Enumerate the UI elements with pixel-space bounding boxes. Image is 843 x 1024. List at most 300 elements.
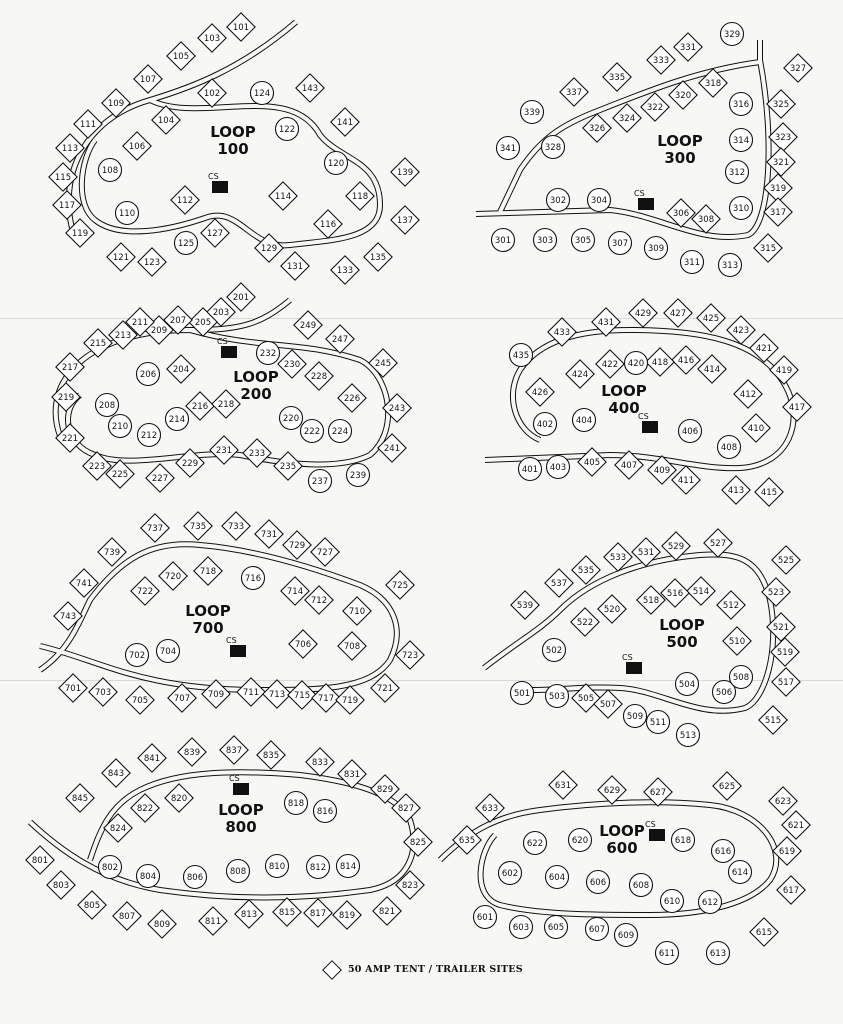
campsite-617[interactable]	[777, 876, 805, 904]
campsite-537[interactable]	[545, 569, 573, 597]
campsite-116[interactable]	[314, 210, 342, 238]
campsite-108[interactable]	[99, 159, 122, 182]
campsite-427[interactable]	[664, 299, 692, 327]
campsite-839[interactable]	[178, 738, 206, 766]
site-number: 329	[723, 30, 741, 40]
campsite-210[interactable]	[109, 415, 132, 438]
campsite-317[interactable]	[764, 198, 792, 226]
campsite-420[interactable]	[625, 352, 648, 375]
campsite-421[interactable]	[750, 334, 778, 362]
site-number: 431	[597, 318, 615, 328]
site-number: 718	[199, 567, 217, 577]
campsite-137[interactable]	[391, 206, 419, 234]
site-number: 810	[268, 862, 286, 872]
campsite-217[interactable]	[56, 353, 84, 381]
site-number: 514	[692, 587, 710, 597]
campsite-616[interactable]	[712, 840, 735, 863]
campsite-424[interactable]	[566, 360, 594, 388]
site-number: 105	[172, 52, 190, 62]
campsite-703[interactable]	[89, 678, 117, 706]
campsite-301[interactable]	[492, 229, 515, 252]
campsite-733[interactable]	[222, 512, 250, 540]
campsite-327[interactable]	[784, 54, 812, 82]
site-number: 519	[776, 648, 794, 658]
campsite-802[interactable]	[99, 856, 122, 879]
campsite-123[interactable]	[138, 248, 166, 276]
site-number: 228	[310, 372, 328, 382]
campsite-227[interactable]	[146, 464, 174, 492]
site-number: 131	[286, 262, 304, 272]
campsite-101[interactable]	[227, 13, 255, 41]
site-number: 410	[747, 424, 765, 434]
camp-store-icon	[233, 783, 249, 795]
campsite-220[interactable]	[280, 407, 303, 430]
campsite-821[interactable]	[373, 897, 401, 925]
campsite-517[interactable]	[772, 668, 800, 696]
site-number: 139	[396, 168, 414, 178]
campsite-502[interactable]	[543, 639, 566, 662]
campsite-813[interactable]	[235, 900, 263, 928]
campsite-312[interactable]	[726, 161, 749, 184]
campsite-801[interactable]	[26, 846, 54, 874]
campsite-135[interactable]	[364, 243, 392, 271]
site-number: 713	[268, 690, 286, 700]
campsite-133[interactable]	[331, 256, 359, 284]
campsite-618[interactable]	[672, 829, 695, 852]
site-number: 622	[526, 839, 544, 849]
site-number: 717	[317, 694, 335, 704]
campsite-845[interactable]	[66, 784, 94, 812]
site-number: 229	[181, 459, 199, 469]
campsite-604[interactable]	[546, 866, 569, 889]
campsite-805[interactable]	[78, 891, 106, 919]
site-number: 733	[227, 522, 245, 532]
map-legend	[322, 960, 523, 978]
campsite-843[interactable]	[102, 759, 130, 787]
site-number: 221	[61, 434, 79, 444]
campsite-718[interactable]	[194, 557, 222, 585]
site-number: 101	[232, 23, 250, 33]
campsite-714[interactable]	[281, 577, 309, 605]
site-number: 319	[769, 184, 787, 194]
site-number: 712	[310, 596, 328, 606]
site-number: 313	[721, 261, 739, 271]
site-number: 824	[109, 824, 127, 834]
campsite-539[interactable]	[511, 591, 539, 619]
campsite-233[interactable]	[243, 439, 271, 467]
campsite-817[interactable]	[304, 899, 332, 927]
campsite-727[interactable]	[311, 538, 339, 566]
loop-700	[54, 512, 424, 714]
campsite-708[interactable]	[338, 632, 366, 660]
campsite-308[interactable]	[692, 205, 720, 233]
campsite-807[interactable]	[113, 902, 141, 930]
campsite-701[interactable]	[59, 674, 87, 702]
campsite-404[interactable]	[573, 409, 596, 432]
campsite-704[interactable]	[157, 640, 180, 663]
campsite-737[interactable]	[141, 514, 169, 542]
campsite-237[interactable]	[309, 470, 332, 493]
campsite-222[interactable]	[301, 420, 324, 443]
site-number: 417	[788, 403, 806, 413]
campsite-712[interactable]	[305, 586, 333, 614]
site-number: 418	[651, 358, 669, 368]
campsite-825[interactable]	[404, 828, 432, 856]
campsite-323[interactable]	[769, 123, 797, 151]
site-number: 109	[107, 99, 125, 109]
site-number: 214	[168, 415, 186, 425]
campsite-422[interactable]	[596, 350, 624, 378]
site-number: 231	[215, 446, 233, 456]
campsite-518[interactable]	[637, 586, 665, 614]
campsite-335[interactable]	[603, 63, 631, 91]
campsite-525[interactable]	[772, 546, 800, 574]
campsite-721[interactable]	[371, 674, 399, 702]
campsite-331[interactable]	[674, 33, 702, 61]
campsite-602[interactable]	[499, 862, 522, 885]
campsite-218[interactable]	[212, 390, 240, 418]
campsite-435[interactable]	[510, 344, 533, 367]
campsite-329[interactable]	[721, 23, 744, 46]
site-number: 301	[494, 236, 512, 246]
site-number: 604	[548, 873, 566, 883]
campsite-816[interactable]	[314, 800, 337, 823]
campsite-809[interactable]	[148, 910, 176, 938]
site-number: 103	[203, 34, 221, 44]
campsite-614[interactable]	[729, 861, 752, 884]
campsite-810[interactable]	[266, 855, 289, 878]
campsite-204[interactable]	[167, 355, 195, 383]
campsite-322[interactable]	[641, 93, 669, 121]
campsite-324[interactable]	[613, 104, 641, 132]
campsite-413[interactable]	[722, 476, 750, 504]
site-number: 707	[173, 694, 191, 704]
campsite-216[interactable]	[186, 392, 214, 420]
campsite-316[interactable]	[730, 93, 753, 116]
site-number: 335	[608, 73, 626, 83]
campsite-804[interactable]	[137, 865, 160, 888]
campsite-609[interactable]	[615, 924, 638, 947]
campsite-419[interactable]	[770, 356, 798, 384]
campsite-315[interactable]	[754, 234, 782, 262]
campsite-507[interactable]	[594, 690, 622, 718]
campsite-103[interactable]	[198, 24, 226, 52]
campsite-307[interactable]	[609, 232, 632, 255]
loop-100	[49, 13, 419, 284]
site-number: 522	[576, 618, 594, 628]
campsite-716[interactable]	[242, 567, 265, 590]
site-number: 435	[512, 351, 530, 361]
campsite-511[interactable]	[647, 711, 670, 734]
campsite-143[interactable]	[296, 74, 324, 102]
campsite-509[interactable]	[624, 705, 647, 728]
site-number: 245	[374, 359, 392, 369]
campsite-305[interactable]	[572, 229, 595, 252]
campsite-739[interactable]	[98, 538, 126, 566]
campsite-806[interactable]	[184, 866, 207, 889]
campsite-510[interactable]	[723, 627, 751, 655]
site-number: 833	[311, 758, 329, 768]
campsite-401[interactable]	[519, 458, 542, 481]
campsite-607[interactable]	[586, 918, 609, 941]
camp-store-icon	[626, 662, 642, 674]
site-number: 727	[316, 548, 334, 558]
camp-store-label: CS	[226, 636, 237, 645]
campsite-408[interactable]	[718, 436, 741, 459]
site-number: 133	[336, 266, 354, 276]
campsite-226[interactable]	[338, 384, 366, 412]
campsite-720[interactable]	[159, 562, 187, 590]
campsite-723[interactable]	[396, 641, 424, 669]
campsite-235[interactable]	[274, 452, 302, 480]
campsite-631[interactable]	[549, 771, 577, 799]
campsite-402[interactable]	[534, 413, 557, 436]
campsite-814[interactable]	[337, 855, 360, 878]
campsite-818[interactable]	[285, 792, 308, 815]
camp-store-label: CS	[634, 189, 645, 198]
campsite-232[interactable]	[257, 342, 280, 365]
campsite-822[interactable]	[131, 794, 159, 822]
campsite-625[interactable]	[713, 772, 741, 800]
campsite-711[interactable]	[237, 678, 265, 706]
campsite-706[interactable]	[289, 630, 317, 658]
campsite-325[interactable]	[767, 90, 795, 118]
campsite-231[interactable]	[210, 436, 238, 464]
campsite-107[interactable]	[134, 65, 162, 93]
campsite-304[interactable]	[588, 189, 611, 212]
campsite-110[interactable]	[116, 202, 139, 225]
site-number: 811	[204, 917, 222, 927]
campsite-120[interactable]	[325, 152, 348, 175]
camp-store-icon	[212, 181, 228, 193]
campsite-735[interactable]	[184, 512, 212, 540]
campsite-515[interactable]	[759, 706, 787, 734]
campsite-314[interactable]	[730, 129, 753, 152]
campsite-121[interactable]	[107, 243, 135, 271]
campsite-503[interactable]	[546, 685, 569, 708]
campsite-131[interactable]	[281, 252, 309, 280]
site-number: 523	[767, 588, 785, 598]
campsite-622[interactable]	[524, 832, 547, 855]
campsite-249[interactable]	[294, 311, 322, 339]
campsite-611[interactable]	[656, 942, 679, 965]
campsite-621[interactable]	[782, 811, 810, 839]
site-number: 217	[61, 363, 79, 373]
campsite-819[interactable]	[333, 901, 361, 929]
campsite-608[interactable]	[630, 874, 653, 897]
campsite-429[interactable]	[629, 299, 657, 327]
campsite-722[interactable]	[131, 577, 159, 605]
site-number: 615	[755, 928, 773, 938]
campsite-105[interactable]	[167, 42, 195, 70]
campsite-418[interactable]	[646, 348, 674, 376]
diamond-icon	[322, 960, 340, 978]
campsite-337[interactable]	[560, 78, 588, 106]
site-number: 241	[383, 444, 401, 454]
campsite-230[interactable]	[278, 350, 306, 378]
campsite-535[interactable]	[572, 556, 600, 584]
campsite-713[interactable]	[263, 680, 291, 708]
campsite-837[interactable]	[220, 736, 248, 764]
site-number: 414	[703, 365, 721, 375]
site-number: 515	[764, 716, 782, 726]
campsite-613[interactable]	[707, 942, 730, 965]
campsite-508[interactable]	[730, 666, 753, 689]
campsite-214[interactable]	[166, 408, 189, 431]
camp-store-icon	[642, 421, 658, 433]
campsite-710[interactable]	[343, 597, 371, 625]
campsite-426[interactable]	[526, 378, 554, 406]
campsite-309[interactable]	[645, 237, 668, 260]
campsite-612[interactable]	[699, 891, 722, 914]
campsite-414[interactable]	[698, 355, 726, 383]
campsite-522[interactable]	[571, 608, 599, 636]
campsite-841[interactable]	[138, 744, 166, 772]
campsite-206[interactable]	[137, 363, 160, 386]
site-number: 529	[667, 542, 685, 552]
campsite-139[interactable]	[391, 158, 419, 186]
campsite-601[interactable]	[474, 906, 497, 929]
site-number: 611	[658, 949, 676, 959]
site-number: 512	[722, 601, 740, 611]
campsite-114[interactable]	[269, 182, 297, 210]
campsite-808[interactable]	[227, 860, 250, 883]
campsite-228[interactable]	[305, 362, 333, 390]
site-number: 211	[131, 318, 149, 328]
site-number: 135	[369, 253, 387, 263]
campsite-812[interactable]	[307, 856, 330, 879]
campsite-520[interactable]	[598, 595, 626, 623]
site-number: 825	[409, 838, 427, 848]
campsite-127[interactable]	[201, 219, 229, 247]
campsite-719[interactable]	[336, 686, 364, 714]
campsite-705[interactable]	[126, 686, 154, 714]
campsite-303[interactable]	[534, 229, 557, 252]
campsite-620[interactable]	[569, 829, 592, 852]
site-number: 204	[172, 365, 190, 375]
campsite-410[interactable]	[742, 414, 770, 442]
site-number: 815	[278, 908, 296, 918]
campsite-125[interactable]	[175, 232, 198, 255]
site-number: 427	[669, 309, 687, 319]
campsite-731[interactable]	[255, 520, 283, 548]
campsite-339[interactable]	[521, 101, 544, 124]
campsite-406[interactable]	[679, 420, 702, 443]
campsite-725[interactable]	[386, 571, 414, 599]
campsite-117[interactable]	[53, 191, 81, 219]
campsite-615[interactable]	[750, 918, 778, 946]
campsite-501[interactable]	[511, 682, 534, 705]
campsite-109[interactable]	[102, 89, 130, 117]
campsite-333[interactable]	[647, 46, 675, 74]
campsite-606[interactable]	[587, 871, 610, 894]
campsite-208[interactable]	[96, 394, 119, 417]
site-number: 507	[599, 700, 617, 710]
campsite-820[interactable]	[165, 784, 193, 812]
campsite-610[interactable]	[661, 890, 684, 913]
campsite-124[interactable]	[251, 82, 274, 105]
campsite-504[interactable]	[676, 673, 699, 696]
campsite-425[interactable]	[697, 304, 725, 332]
site-number: 614	[731, 868, 749, 878]
campsite-405[interactable]	[578, 448, 606, 476]
campsite-111[interactable]	[74, 110, 102, 138]
campsite-513[interactable]	[677, 724, 700, 747]
campsite-803[interactable]	[47, 871, 75, 899]
campsite-141[interactable]	[331, 108, 359, 136]
campsite-106[interactable]	[123, 132, 151, 160]
site-number: 127	[206, 229, 224, 239]
site-number: 710	[348, 607, 366, 617]
site-number: 120	[327, 159, 345, 169]
campsite-403[interactable]	[547, 456, 570, 479]
campsite-715[interactable]	[288, 681, 316, 709]
campsite-118[interactable]	[346, 182, 374, 210]
site-number: 429	[634, 309, 652, 319]
campsite-605[interactable]	[545, 916, 568, 939]
campsite-516[interactable]	[661, 579, 689, 607]
site-number: 216	[191, 402, 209, 412]
campsite-709[interactable]	[202, 680, 230, 708]
campsite-514[interactable]	[687, 577, 715, 605]
campsite-201[interactable]	[227, 283, 255, 311]
campsite-225[interactable]	[106, 460, 134, 488]
campsite-811[interactable]	[199, 907, 227, 935]
site-number: 212	[140, 431, 158, 441]
camp-store-label: CS	[229, 774, 240, 783]
campsite-313[interactable]	[719, 254, 742, 277]
site-number: 501	[513, 689, 531, 699]
site-number: 603	[512, 923, 530, 933]
campsite-835[interactable]	[257, 741, 285, 769]
site-number: 723	[401, 651, 419, 661]
campsite-224[interactable]	[329, 420, 352, 443]
campsite-328[interactable]	[542, 136, 565, 159]
campsite-827[interactable]	[392, 794, 420, 822]
site-number: 704	[159, 647, 177, 657]
campsite-112[interactable]	[171, 186, 199, 214]
site-number: 117	[58, 201, 76, 211]
campsite-341[interactable]	[497, 137, 520, 160]
campsite-815[interactable]	[273, 898, 301, 926]
site-number: 121	[112, 253, 130, 263]
campsite-212[interactable]	[138, 424, 161, 447]
campsite-603[interactable]	[510, 916, 533, 939]
campsite-311[interactable]	[681, 251, 704, 274]
campsite-416[interactable]	[672, 346, 700, 374]
campsite-415[interactable]	[755, 478, 783, 506]
site-number: 817	[309, 909, 327, 919]
campsite-702[interactable]	[126, 644, 149, 667]
campsite-829[interactable]	[371, 775, 399, 803]
camp-store-icon	[221, 346, 237, 358]
site-number: 205	[194, 318, 212, 328]
campsite-833[interactable]	[306, 748, 334, 776]
campsite-122[interactable]	[276, 118, 299, 141]
campsite-310[interactable]	[730, 197, 753, 220]
campsite-623[interactable]	[769, 787, 797, 815]
campsite-729[interactable]	[283, 531, 311, 559]
loop-number: 800	[225, 818, 257, 836]
campsite-239[interactable]	[347, 464, 370, 487]
campsite-412[interactable]	[734, 380, 762, 408]
site-number: 210	[111, 422, 129, 432]
campsite-302[interactable]	[547, 189, 570, 212]
camp-store-marker	[229, 774, 249, 795]
campsite-417[interactable]	[783, 393, 811, 421]
campsite-512[interactable]	[717, 591, 745, 619]
site-number: 421	[755, 344, 773, 354]
